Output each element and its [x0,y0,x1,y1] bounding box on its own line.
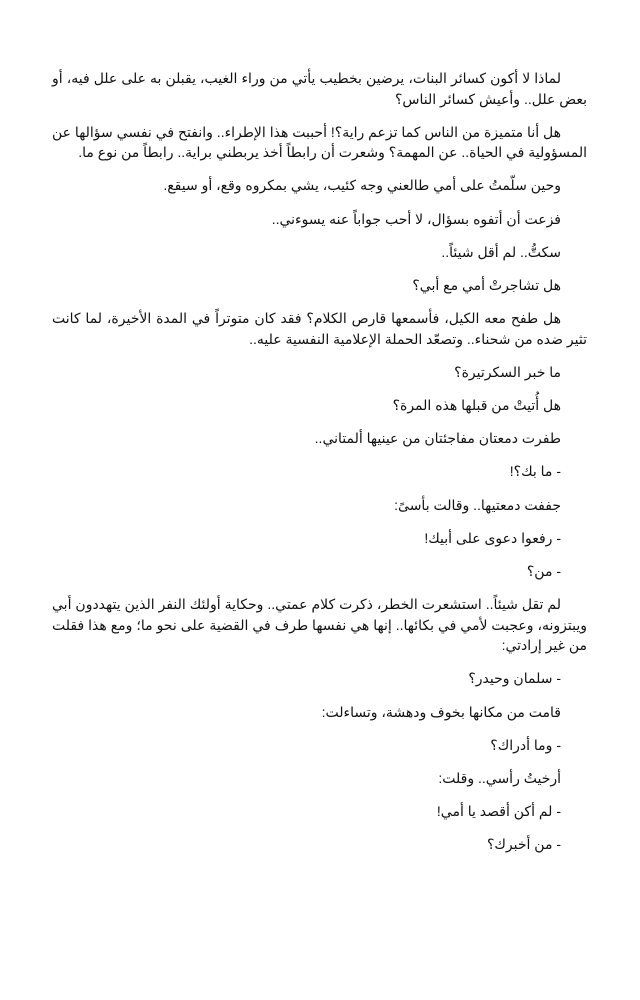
paragraph: طفرت دمعتان مفاجئتان من عينيها ألمتاني.. [314,430,561,447]
dialogue-line: - وما أدراك؟ [490,736,561,753]
paragraph: قامت من مكانها بخوف ودهشة، وتساءلت: [321,703,561,720]
paragraph: جففت دمعتيها.. وقالت بأسىً: [394,496,561,513]
paragraph: لماذا لا أكون كسائر البنات، يرضين بخطيب يأتي من وراء الغيب، يقبلن به على علل فيه، أو بعض علل.. وأعيش كسائر الناس؟ [52,70,587,107]
paragraph: هل تشاجرتْ أمي مع أبي؟ [412,276,561,293]
dialogue-line: - من؟ [526,562,561,579]
paragraph: هل أنا متميزة من الناس كما تزعم راية؟! أحببت هذا الإطراء.. وانفتح في نفسي سؤالها عن المسؤولية في الحياة.. عن المهمة؟ وشعرت أن رابطاً أخذ يربطني براية.. رابطاً من نوع ما. [52,123,587,161]
paragraph: فزعت أن أتفوه بسؤال، لا أحب جواباً عنه يسوءني.. [271,210,561,227]
paragraph: أرخيتُ رأسي.. وقلت: [438,769,561,786]
paragraph: سكتُّ.. لم أقل شيئاً.. [441,243,561,260]
paragraph: هل أُتيتْ من قبلها هذه المرة؟ [392,397,561,413]
paragraph: ما خبر السكرتيرة؟ [454,363,561,380]
paragraph: لم تقل شيئاً.. استشعرت الخطر، ذكرت كلام عمتي.. وحكاية أولئك النفر الذين يتهددون أبي ويبتزونه، وعجبت لأمي في بكائها.. إنها هي نفسها طرف في القضية على نحو ما؛ ومع هذا فقلت من غير إرادتي: [52,596,587,654]
paragraph: وحين سلّمتُ على أمي طالعني وجه كئيب، يشي بمكروه وقع، أو سيقع. [163,177,561,194]
dialogue-line: - ما بك؟! [509,463,561,480]
dialogue-line: - سلمان وحيدر؟ [468,670,561,687]
dialogue-line: - لم أكن أقصد يا أمي! [436,803,561,820]
paragraph: هل طفح معه الكيل، فأسمعها قارص الكلام؟ فقد كان متوتراً في المدة الأخيرة، لما كانت تثير ضده من شحناء.. وتصعّد الحملة الإعلامية النفسية عليه.. [52,310,587,347]
dialogue-line: - من أخبرك؟ [486,836,561,853]
dialogue-line: - رفعوا دعوى على أبيك! [424,529,561,546]
text-body [52,68,587,867]
